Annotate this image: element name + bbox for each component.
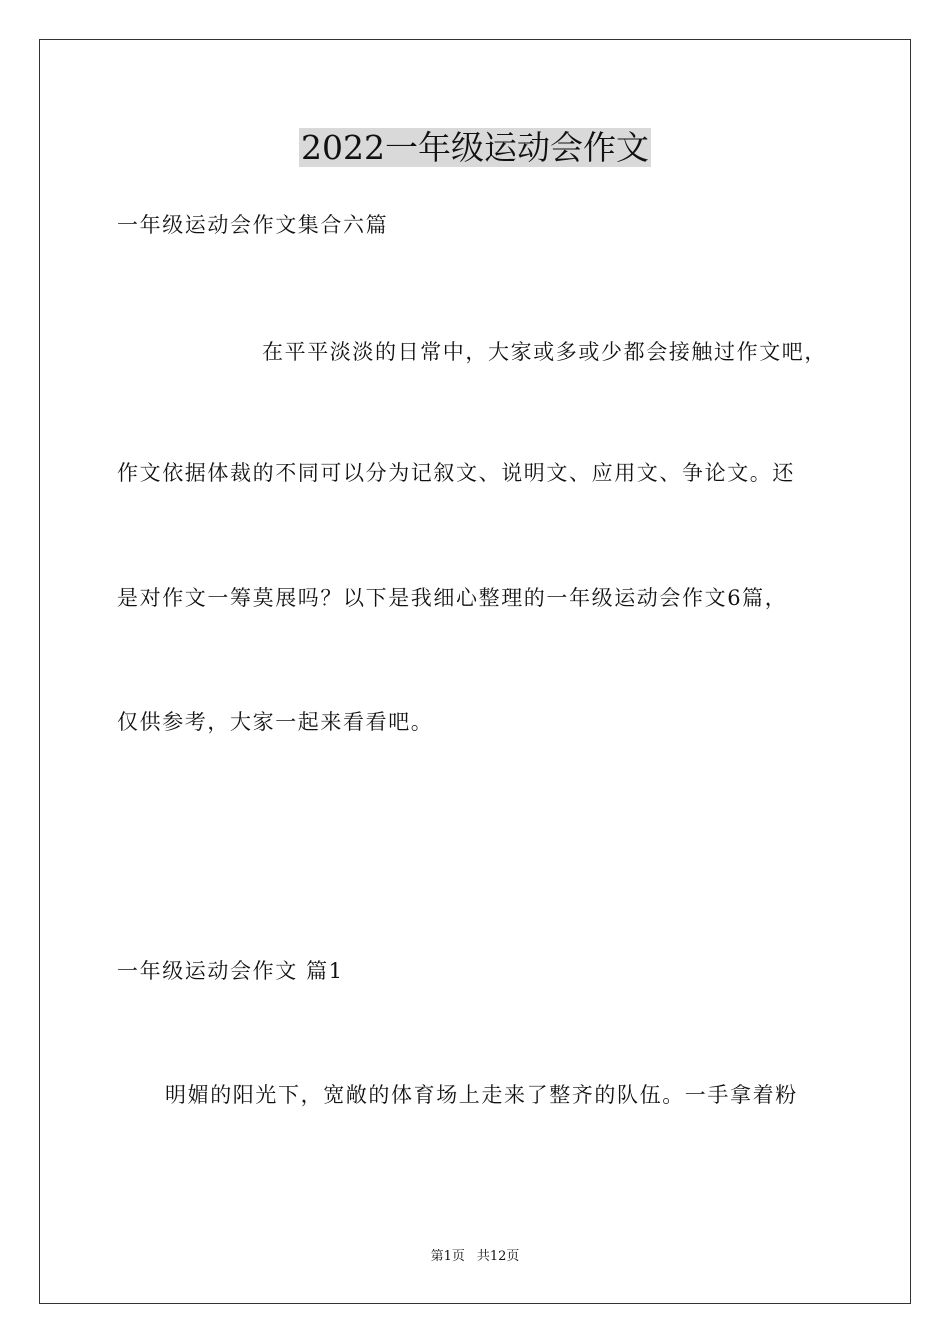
document-subtitle: 一年级运动会作文集合六篇 bbox=[117, 213, 389, 237]
document-title bbox=[0, 126, 950, 170]
intro-line-4: 仅供参考，大家一起来看看吧。 bbox=[117, 710, 434, 734]
section-body-line: 明媚的阳光下，宽敞的体育场上走来了整齐的队伍。一手拿着粉 bbox=[165, 1083, 798, 1107]
intro-line-3: 是对作文一筹莫展吗？以下是我细心整理的一年级运动会作文6篇， bbox=[117, 586, 788, 610]
section-heading: 一年级运动会作文 篇1 bbox=[117, 959, 344, 983]
intro-line-1: 在平平淡淡的日常中，大家或多或少都会接触过作文吧， bbox=[262, 340, 827, 364]
document-title-text: 2022一年级运动会作文 bbox=[301, 128, 649, 167]
page-footer bbox=[0, 1248, 950, 1266]
page-number: 第1页 bbox=[430, 1249, 465, 1264]
intro-line-2: 作文依据体裁的不同可以分为记叙文、说明文、应用文、争论文。还 bbox=[117, 461, 795, 485]
page-count: 共12页 bbox=[476, 1249, 520, 1264]
